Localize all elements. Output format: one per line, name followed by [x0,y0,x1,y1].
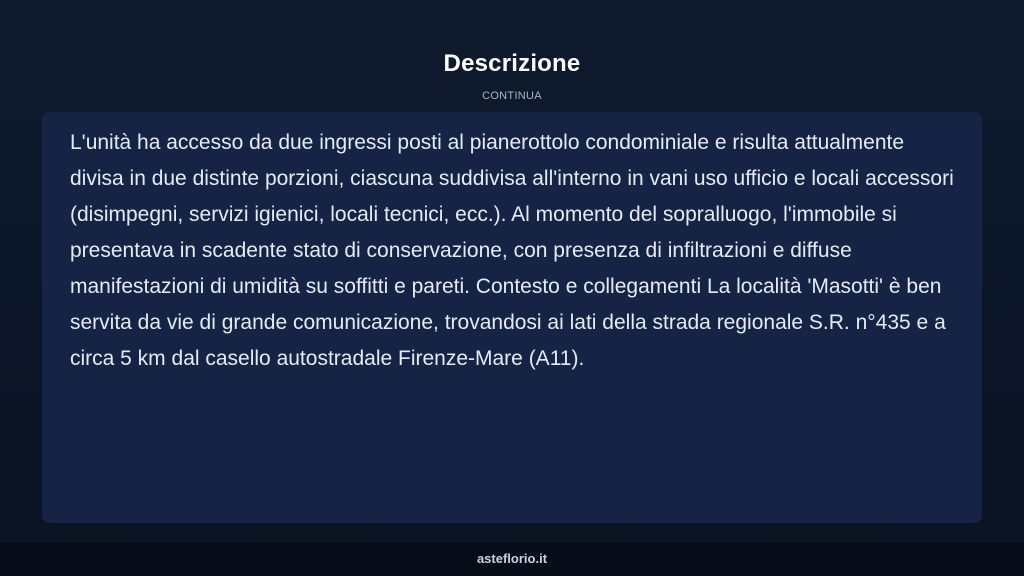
header [0,0,1024,112]
page-title: Descrizione [443,50,581,77]
footer [0,543,1024,576]
description-card [42,112,982,523]
description-text: L'unità ha accesso da due ingressi posti al pianerottolo condominiale e risulta attualmente divisa in due distinte porzioni, ciascuna suddivisa all'interno in vani uso ufficio e locali accessori (disimpegni, servizi igienici, locali tecnici, ecc.). Al momento del sopralluogo, l'immobile si presentava in scadente stato di conservazione, con presenza di infiltrazioni e diffuse manifestazioni di umidità su soffitti e pareti. Contesto e collegamenti La località 'Masotti' è ben servita da vie di grande comunicazione, trovandosi ai lati della strada regionale S.R. n°435 e a circa 5 km dal casello autostradale Firenze-Mare (A11). [70,131,954,370]
footer-site-link[interactable]: asteflorio.it [476,551,548,566]
page-subtitle: CONTINUA [482,90,542,102]
